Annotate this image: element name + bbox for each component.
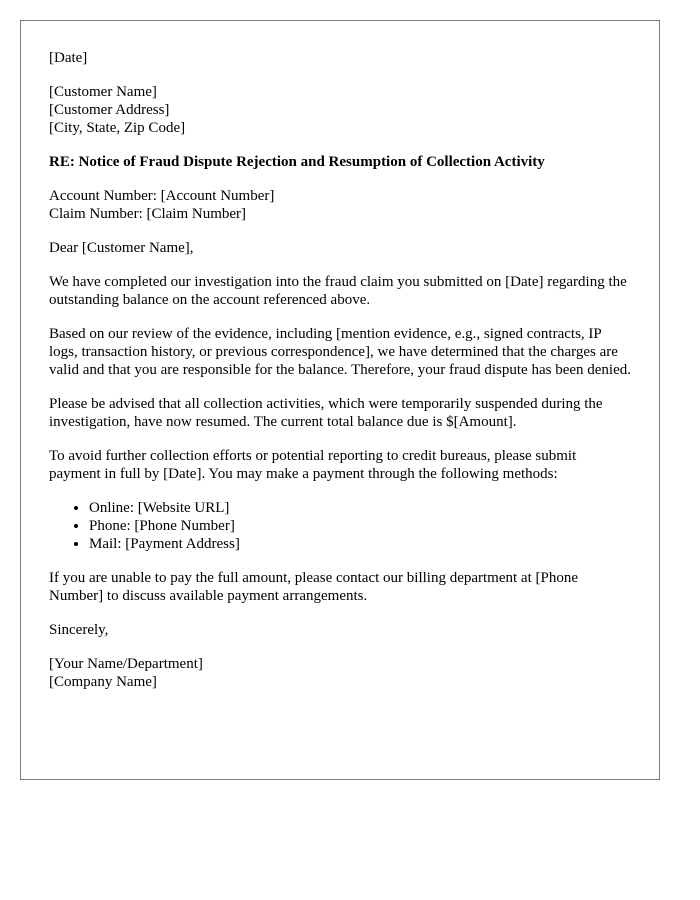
paragraph-investigation: We have completed our investigation into the fraud claim you submitted on [Date] regarding the outstanding balance on the account referenced above. bbox=[49, 274, 627, 308]
date-text: [Date] bbox=[49, 50, 88, 66]
salutation: Dear [Customer Name], bbox=[49, 240, 194, 256]
letter-date bbox=[49, 49, 631, 67]
signature-company: [Company Name] bbox=[49, 674, 157, 690]
signature-block bbox=[49, 655, 631, 691]
account-number: Account Number: [Account Number] bbox=[49, 188, 275, 204]
paragraph-contact-billing: If you are unable to pay the full amount, please contact our billing department at [Phone Number] to discuss available payment arrangements. bbox=[49, 570, 578, 604]
paragraph-collections-resumed: Please be advised that all collection activities, which were temporarily suspended during the investigation, have now resumed. The current total balance due is $[Amount]. bbox=[49, 396, 603, 430]
reference-numbers bbox=[49, 187, 631, 223]
payment-methods-list bbox=[49, 499, 631, 553]
payment-method-online: • Online: [Website URL] bbox=[89, 499, 631, 517]
paragraph-review: Based on our review of the evidence, including [mention evidence, e.g., signed contracts, IP logs, transaction history, or previous correspondence], we have determined that the charges are valid and that you are responsible for the balance. Therefore, your fraud dispute has been denied. bbox=[49, 326, 632, 378]
subject-line: RE: Notice of Fraud Dispute Rejection and Resumption of Collection Activity bbox=[49, 154, 545, 170]
payment-method-phone: • Phone: [Phone Number] bbox=[89, 517, 631, 535]
payment-method-mail: • Mail: [Payment Address] bbox=[89, 535, 631, 553]
recipient-city-state-zip: [City, State, Zip Code] bbox=[49, 120, 186, 136]
letter-page bbox=[20, 20, 660, 780]
signature-name: [Your Name/Department] bbox=[49, 656, 203, 672]
recipient-address-block bbox=[49, 83, 631, 137]
recipient-address: [Customer Address] bbox=[49, 102, 170, 118]
claim-number: Claim Number: [Claim Number] bbox=[49, 206, 247, 222]
paragraph-payment-request: To avoid further collection efforts or potential reporting to credit bureaus, please submit payment in full by [Date]. You may make a payment through the following methods: bbox=[49, 448, 577, 482]
sign-off: Sincerely, bbox=[49, 622, 109, 638]
recipient-name: [Customer Name] bbox=[49, 84, 157, 100]
